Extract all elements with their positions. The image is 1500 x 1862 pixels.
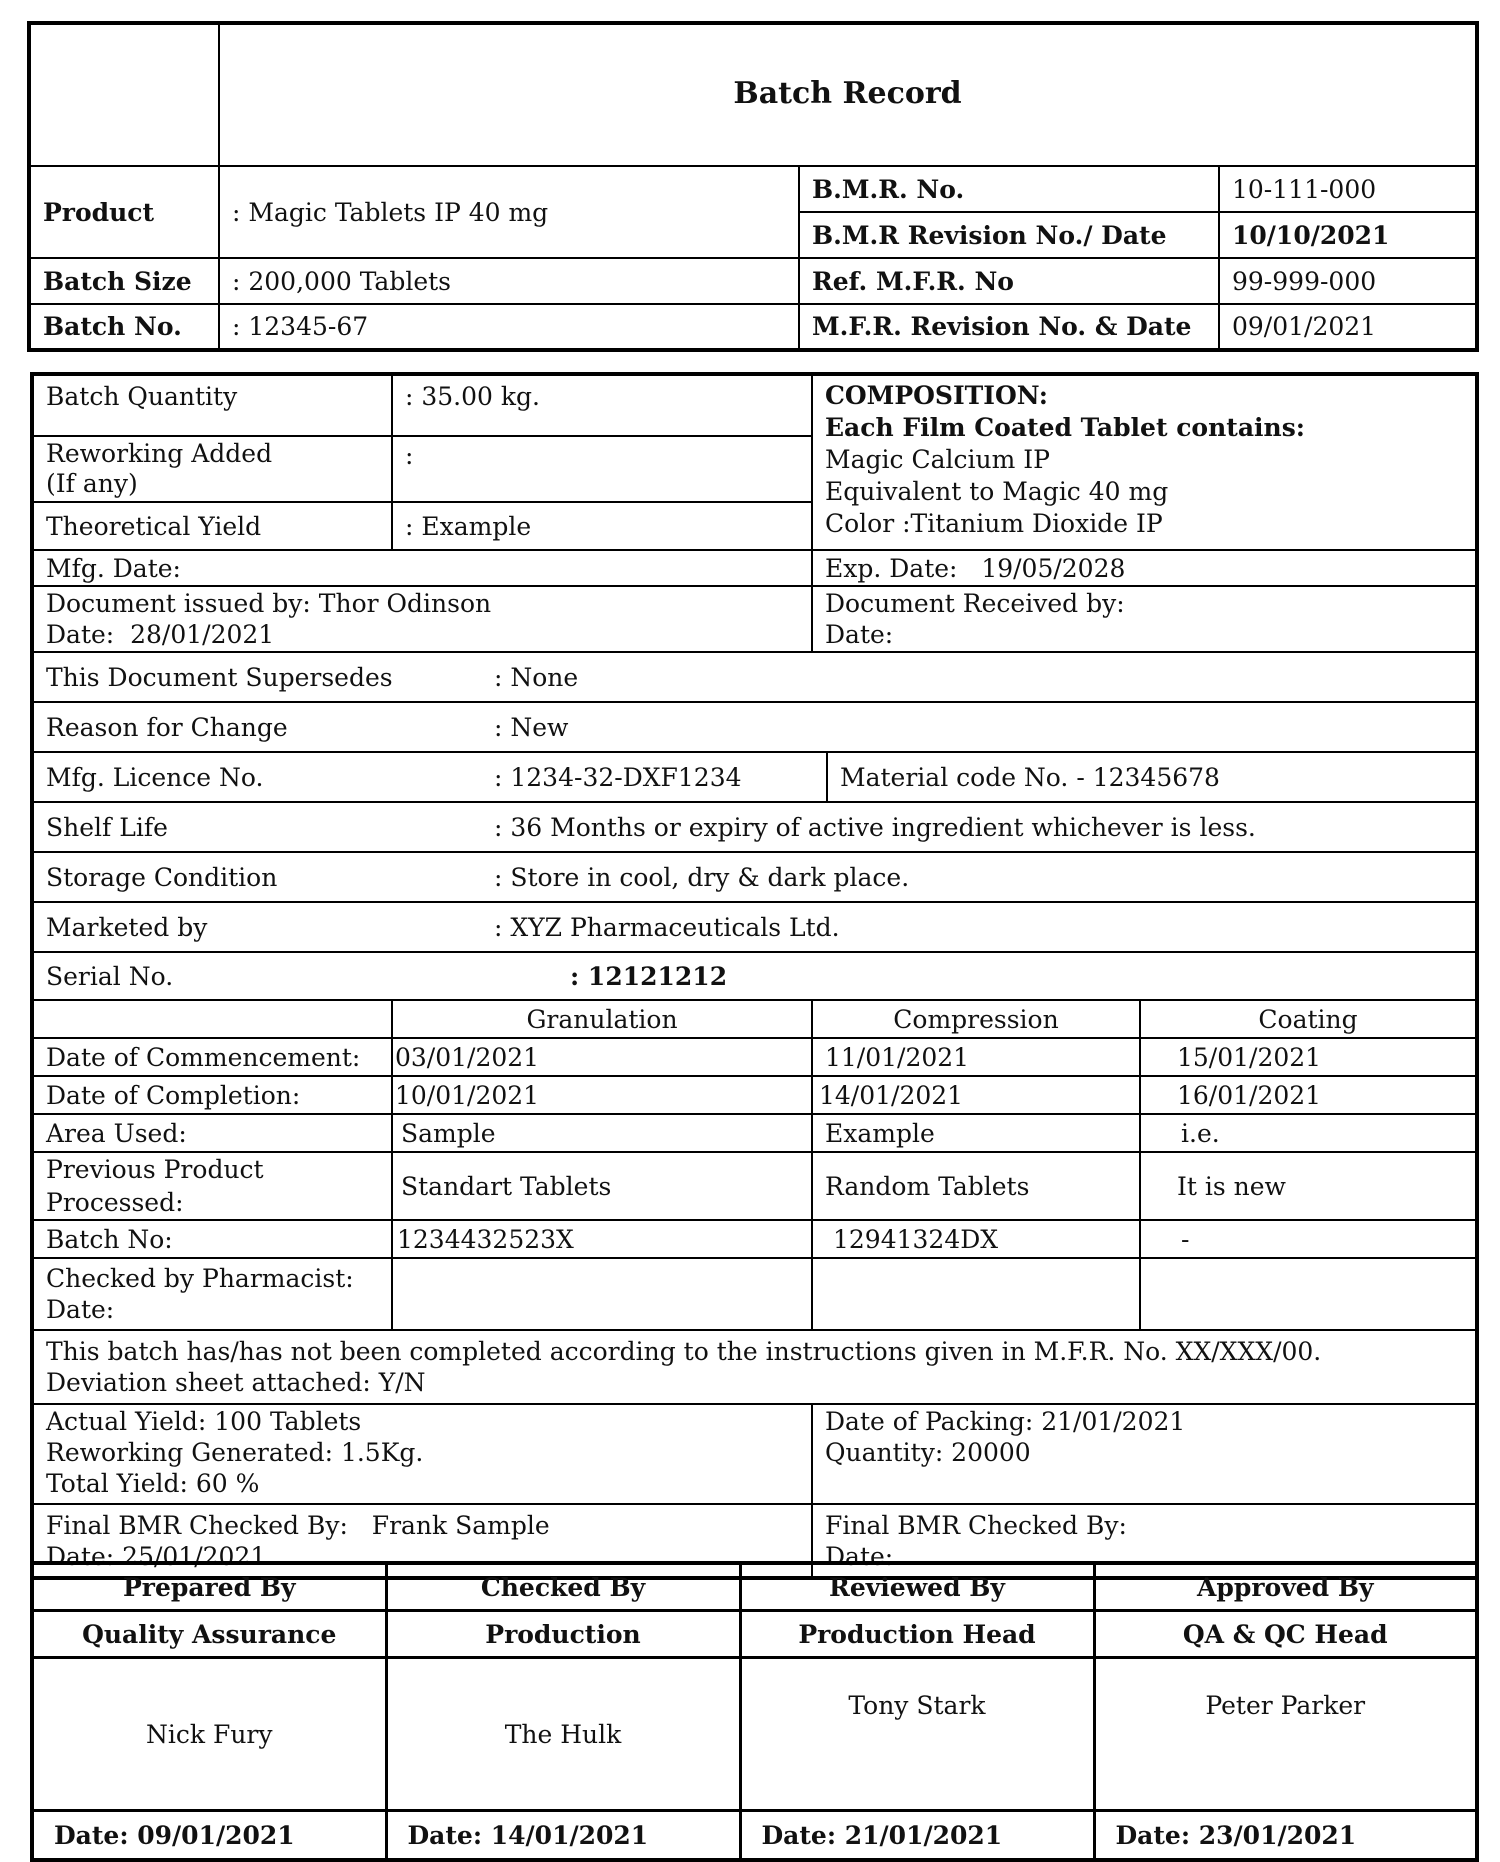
batch-no-value: : 12345-67: [219, 304, 799, 350]
reworking-label-line: Reworking Added: [46, 439, 273, 468]
dept-reviewed: Production Head: [740, 1611, 1094, 1658]
reworking-label: [32, 436, 392, 502]
issued-date-label: Date:: [46, 620, 115, 649]
granulation-area: Sample: [392, 1114, 812, 1152]
marketed-label: Marketed by: [46, 912, 208, 942]
coating-area: i.e.: [1140, 1114, 1477, 1152]
composition-heading: COMPOSITION:: [825, 381, 1048, 410]
col-compression: Compression: [812, 1000, 1140, 1038]
coating-batch-no: -: [1140, 1220, 1477, 1258]
licence-label: Mfg. Licence No.: [46, 762, 264, 792]
document-received: [812, 586, 1477, 652]
mfg-date: Mfg. Date:: [32, 550, 812, 586]
coating-commencement: 15/01/2021: [1140, 1038, 1477, 1076]
document-title: Batch Record: [219, 23, 1477, 166]
licence-value: : 1234-32-DXF1234: [494, 762, 742, 792]
serial-row: [32, 952, 1477, 1000]
issued-by-label: Document issued by:: [46, 589, 311, 618]
row-label: Area Used:: [32, 1114, 392, 1152]
batch-size-value: : 200,000 Tablets: [219, 258, 799, 304]
dept-approved: QA & QC Head: [1094, 1611, 1477, 1658]
composition-subheading: Each Film Coated Tablet contains:: [825, 413, 1306, 442]
checked-date-label: Date:: [46, 1295, 115, 1324]
received-by-label: Document Received by:: [825, 589, 1125, 618]
name-checked: The Hulk: [386, 1658, 740, 1811]
issued-by-value: Thor Odinson: [318, 589, 492, 618]
composition-line: Color :Titanium Dioxide IP: [825, 509, 1163, 538]
bmr-no-label: B.M.R. No.: [799, 166, 1219, 212]
row-label: Previous Product Processed:: [32, 1152, 392, 1220]
date-approved: Date: 23/01/2021: [1094, 1811, 1477, 1861]
name-approved: Peter Parker: [1094, 1658, 1477, 1811]
reason-value: : New: [494, 712, 569, 742]
exp-date-value: 19/05/2028: [981, 553, 1126, 583]
checked-by-pharmacist: [32, 1258, 392, 1330]
date-reviewed: Date: 21/01/2021: [740, 1811, 1094, 1861]
final-check-label: Final BMR Checked By:: [825, 1510, 1127, 1540]
mfr-revision-label: M.F.R. Revision No. & Date: [799, 304, 1219, 350]
reworking-value: :: [392, 436, 812, 502]
reworking-label-line: (If any): [46, 469, 138, 498]
compression-batch-no: 12941324DX: [812, 1220, 1140, 1258]
yield-box: [32, 1404, 812, 1504]
header-table: [27, 21, 1479, 352]
total-yield: Total Yield: 60 %: [46, 1469, 260, 1498]
name-prepared: Nick Fury: [32, 1658, 386, 1811]
mfr-no-value: 99-999-000: [1219, 258, 1477, 304]
marketed-row: [32, 902, 1477, 952]
supersedes-label: This Document Supersedes: [46, 662, 393, 692]
granulation-checked: [392, 1258, 812, 1330]
received-date-label: Date:: [825, 620, 894, 649]
bmr-revision-value: 10/10/2021: [1219, 212, 1477, 258]
reason-label: Reason for Change: [46, 712, 288, 742]
bmr-revision-label: B.M.R Revision No./ Date: [799, 212, 1219, 258]
material-code: Material code No. - 12345678: [827, 752, 1477, 802]
batch-details-table: [30, 372, 1479, 1580]
checked-label: Checked by Pharmacist:: [46, 1264, 354, 1293]
shelf-life-value: : 36 Months or expiry of active ingredient whichever is less.: [494, 812, 1256, 842]
serial-value: : 12121212: [570, 961, 728, 991]
final-check-name: Frank Sample: [371, 1510, 550, 1540]
name-reviewed: Tony Stark: [740, 1658, 1094, 1811]
exp-date: [812, 550, 1477, 586]
batch-quantity-label: Batch Quantity: [32, 374, 392, 436]
shelf-life-label: Shelf Life: [46, 812, 168, 842]
compression-completion: 14/01/2021: [812, 1076, 1140, 1114]
row-label: Date of Commencement:: [32, 1038, 392, 1076]
final-check-label: Final BMR Checked By:: [46, 1510, 348, 1540]
role-approved: Approved By: [1094, 1563, 1477, 1611]
serial-label: Serial No.: [46, 961, 174, 991]
composition-line: Magic Calcium IP: [825, 445, 1050, 474]
final-check-date: Date:: [825, 1541, 894, 1571]
compression-previous: Random Tablets: [812, 1152, 1140, 1220]
product-value: : Magic Tablets IP 40 mg: [219, 166, 799, 258]
theoretical-yield-label: Theoretical Yield: [32, 502, 392, 550]
coating-previous: It is new: [1140, 1152, 1477, 1220]
date-prepared: Date: 09/01/2021: [32, 1811, 386, 1861]
granulation-batch-no: 1234432523X: [392, 1220, 812, 1258]
bmr-no-value: 10-111-000: [1219, 166, 1477, 212]
reason-row: [32, 702, 1477, 752]
compression-commencement: 11/01/2021: [812, 1038, 1140, 1076]
coating-checked: [1140, 1258, 1477, 1330]
marketed-value: : XYZ Pharmaceuticals Ltd.: [494, 912, 840, 942]
packing-quantity: Quantity: 20000: [825, 1438, 1031, 1467]
licence-row: [32, 752, 827, 802]
granulation-commencement: 03/01/2021: [392, 1038, 812, 1076]
supersedes-row: [32, 652, 1477, 702]
exp-date-label: Exp. Date:: [825, 553, 958, 583]
compression-checked: [812, 1258, 1140, 1330]
coating-completion: 16/01/2021: [1140, 1076, 1477, 1114]
col-coating: Coating: [1140, 1000, 1477, 1038]
compression-area: Example: [812, 1114, 1140, 1152]
signature-table: [30, 1561, 1479, 1862]
final-check-date: Date: 25/01/2021: [46, 1541, 267, 1571]
mfr-no-label: Ref. M.F.R. No: [799, 258, 1219, 304]
batch-quantity-value: : 35.00 kg.: [392, 374, 812, 436]
process-corner: [32, 1000, 392, 1038]
completion-text: This batch has/has not been completed according to the instructions given in M.F.R. No. XX/XXX/00.: [46, 1337, 1322, 1366]
dept-prepared: Quality Assurance: [32, 1611, 386, 1658]
granulation-completion: 10/01/2021: [392, 1076, 812, 1114]
packing-date: Date of Packing: 21/01/2021: [825, 1407, 1186, 1436]
completion-statement: [32, 1330, 1477, 1404]
granulation-previous: Standart Tablets: [392, 1152, 812, 1220]
reworking-generated: Reworking Generated: 1.5Kg.: [46, 1438, 424, 1467]
supersedes-value: : None: [494, 662, 579, 692]
storage-label: Storage Condition: [46, 862, 278, 892]
storage-value: : Store in cool, dry & dark place.: [494, 862, 910, 892]
shelf-life-row: [32, 802, 1477, 852]
document-issued: [32, 586, 812, 652]
deviation-text: Deviation sheet attached: Y/N: [46, 1368, 426, 1397]
date-checked: Date: 14/01/2021: [386, 1811, 740, 1861]
col-granulation: Granulation: [392, 1000, 812, 1038]
theoretical-yield-value: : Example: [392, 502, 812, 550]
dept-checked: Production: [386, 1611, 740, 1658]
logo-cell: [29, 23, 219, 166]
row-label: Date of Completion:: [32, 1076, 392, 1114]
role-reviewed: Reviewed By: [740, 1563, 1094, 1611]
role-prepared: Prepared By: [32, 1563, 386, 1611]
composition-line: Equivalent to Magic 40 mg: [825, 477, 1169, 506]
packing-box: [812, 1404, 1477, 1504]
actual-yield: Actual Yield: 100 Tablets: [46, 1407, 362, 1436]
storage-row: [32, 852, 1477, 902]
row-label: Batch No:: [32, 1220, 392, 1258]
product-label: Product: [29, 166, 219, 258]
mfr-revision-value: 09/01/2021: [1219, 304, 1477, 350]
role-checked: Checked By: [386, 1563, 740, 1611]
batch-no-label: Batch No.: [29, 304, 219, 350]
issued-date-value: 28/01/2021: [130, 620, 275, 649]
composition-box: [812, 374, 1477, 550]
batch-size-label: Batch Size: [29, 258, 219, 304]
